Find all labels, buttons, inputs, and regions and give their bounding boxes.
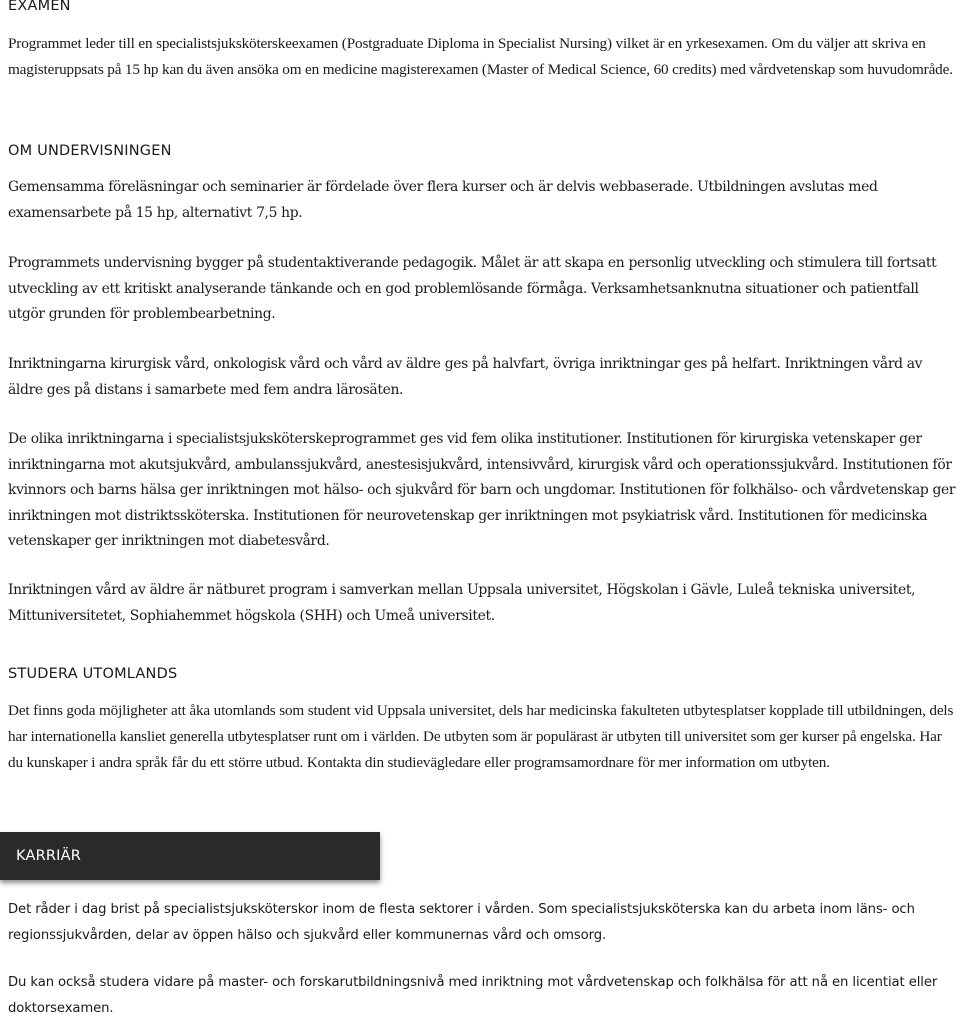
heading-examen: EXAMEN: [8, 0, 71, 14]
paragraph-utomlands: Det finns goda möjligheter att åka utomlands som student vid Uppsala universitet, dels har medicinska fakulteten utbytesplatser kopplade till utbildningen, dels har internationella kansliet generella utbytesplatser runt om i världen. De utbyten som är populärast är utbyten till universitet som ger kurser på engelska. Har du kunskaper i andra språk får du ett större utbud. Kontakta din studievägledare eller programsamordnare för mer information om utbyten.: [8, 702, 954, 771]
paragraph-karriar-1: Det råder i dag brist på specialistsjuksköterskor inom de flesta sektorer i vården. Som specialistsjuksköterska kan du arbeta inom läns- och regionssjukvården, delar av öppen hälso och sjukvård eller kommunernas vård och omsorg.: [8, 902, 915, 943]
paragraph-undervisning-4: De olika inriktningarna i specialistsjuksköterskeprogrammet ges vid fem olika institutioner. Institutionen för kirurgiska vetenskaper ger inriktningarna mot akutsjukvård, ambulanssjukvård, anestesisjukvård, intensivvård, kirurgisk vård och operationssjukvård. Institutionen för kvinnors och barns hälsa ger inriktningen mot hälso- och sjukvård för barn och ungdomar. Institutionen för folkhälso- och vårdvetenskap ger inriktningen mot distriktssköterska. Institutionen för neurovetenskap ger inriktningen mot psykiatrisk vård. Institutionen för medicinska vetenskaper ger inriktningen mot diabetesvård.: [8, 431, 956, 549]
paragraph-undervisning-2: Programmets undervisning bygger på studentaktiverande pedagogik. Målet är att skapa en personlig utveckling och stimulera till fortsatt utveckling av ett kritiskt analyserande tänkande och en god problemlösande förmåga. Verksamhetsanknutna situationer och patientfall utgör grunden för problembearbetning.: [8, 255, 937, 322]
paragraph-undervisning-5: Inriktningen vård av äldre är nätburet program i samverkan mellan Uppsala universitet, Högskolan i Gävle, Luleå tekniska universitet, Mittuniversitetet, Sophiahemmet högskola (SHH) och Umeå universitet.: [8, 582, 916, 624]
heading-karriar: KARRIÄR: [16, 848, 81, 864]
heading-om-undervisningen: OM UNDERVISNINGEN: [8, 143, 172, 159]
paragraph-undervisning-1: Gemensamma föreläsningar och seminarier är fördelade över flera kurser och är delvis webbaserade. Utbildningen avslutas med examensarbete på 15 hp, alternativt 7,5 hp.: [8, 179, 878, 221]
paragraph-karriar-2: Du kan också studera vidare på master- och forskarutbildningsnivå med inriktning mot vårdvetenskap och folkhälsa för att nå en licentiat eller doktorsexamen.: [8, 975, 938, 1016]
heading-studera-utomlands: STUDERA UTOMLANDS: [8, 666, 178, 682]
karriar-banner: [0, 832, 380, 880]
paragraph-undervisning-3: Inriktningarna kirurgisk vård, onkologisk vård och vård av äldre ges på halvfart, övriga inriktningar ges på helfart. Inriktningen vård av äldre ges på distans i samarbete med fem andra lärosäten.: [8, 356, 923, 398]
paragraph-examen: Programmet leder till en specialistsjuksköterskeexamen (Postgraduate Diploma in Specialist Nursing) vilket är en yrkesexamen. Om du väljer att skriva en magisteruppsats på 15 hp kan du även ansöka om en medicine magisterexamen (Master of Medical Science, 60 credits) med vårdvetenskap som huvudområde.: [8, 35, 953, 78]
